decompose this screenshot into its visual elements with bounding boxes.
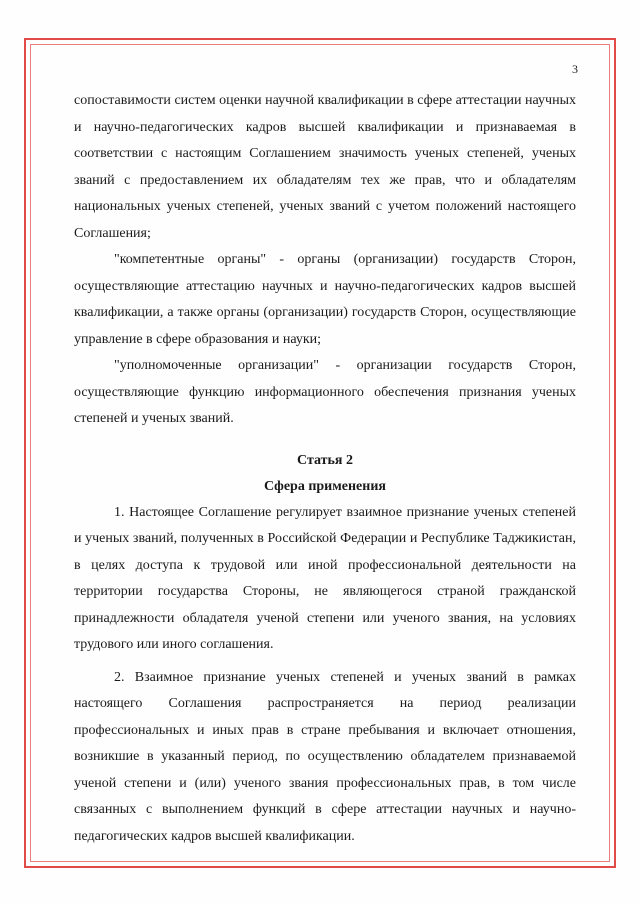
article-title: Сфера применения bbox=[264, 478, 386, 494]
document-body bbox=[74, 88, 576, 850]
paragraph-article-clause-1: 1. Настоящее Соглашение регулирует взаимное признание ученых степеней и ученых званий, полученных в Российской Федерации и Республике Таджикистан, в целях доступа к трудовой или иной профессиональной деятельности на территории государства Стороны, не являющегося страной гражданской принадлежности обладателя ученой степени или ученого звания, на условиях трудового или иного соглашения. bbox=[74, 504, 576, 652]
paragraph-definition-continuation: сопоставимости систем оценки научной квалификации в сфере аттестации научных и научно-педагогических кадров высшей квалификации и признаваемая в соответствии с настоящим Соглашением значимость ученых степеней, ученых званий с предоставлением их обладателям тех же прав, что и обладателям национальных ученых степеней, ученых званий с учетом положений настоящего Соглашения; bbox=[74, 93, 576, 241]
paragraph-definition-competent-bodies: "компетентные органы" - органы (организации) государств Сторон, осуществляющие аттестацию научных и научно-педагогических кадров высшей квалификации, а также органы (организации) государств Сторон, осуществляющие управление в сфере образования и науки; bbox=[74, 252, 576, 347]
article-number: Статья 2 bbox=[297, 452, 353, 468]
paragraph-definition-authorized-organizations: "уполномоченные организации" - организации государств Сторон, осуществляющие функцию информационного обеспечения признания ученых степеней и ученых званий. bbox=[74, 358, 576, 426]
page-number: 3 bbox=[572, 62, 578, 76]
paragraph-article-clause-2: 2. Взаимное признание ученых степеней и ученых званий в рамках настоящего Соглашения распространяется на период реализации профессиональных и иных прав в стране пребывания и включает отношения, возникшие в указанный период, по осуществлению обладателем признаваемой ученой степени и (или) ученого звания профессиональных прав, в том числе связанных с выполнением функций в сфере аттестации научных и научно-педагогических кадров высшей квалификации. bbox=[74, 669, 576, 844]
